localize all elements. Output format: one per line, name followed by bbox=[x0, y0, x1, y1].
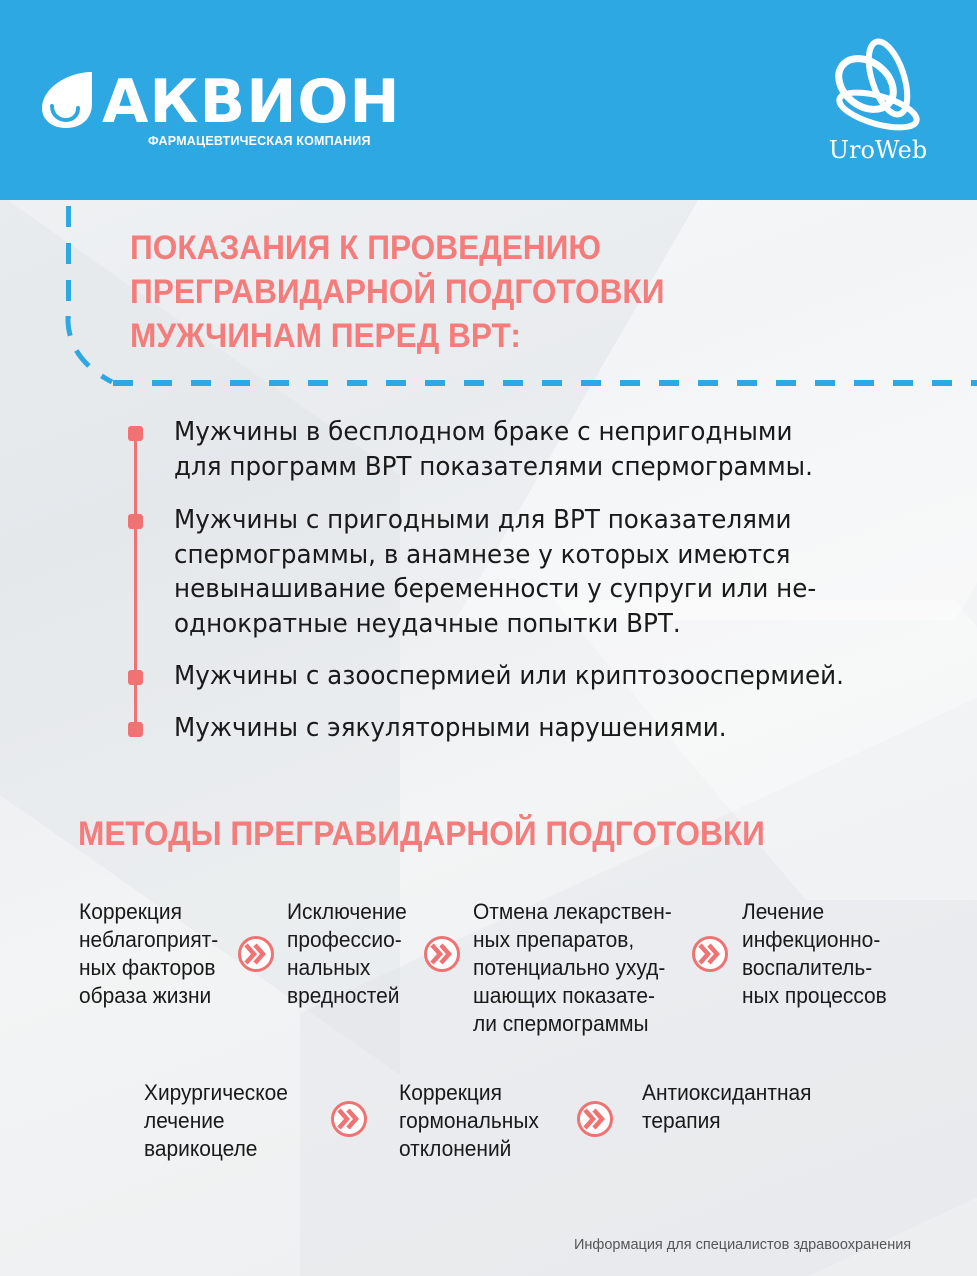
double-chevron-right-icon bbox=[424, 936, 460, 972]
bullet-marker bbox=[128, 426, 143, 441]
brand-name: АКВИОН bbox=[102, 67, 401, 137]
dashed-frame-horizontal bbox=[113, 380, 977, 386]
uroweb-logo-icon bbox=[826, 36, 922, 136]
method-step: Антиоксидантная терапия bbox=[642, 1080, 812, 1133]
double-chevron-right-icon bbox=[577, 1101, 613, 1137]
water-drop-logo-icon bbox=[38, 70, 94, 130]
bullet-marker bbox=[128, 514, 143, 529]
title-line: ПРЕГРАВИДАРНОЙ ПОДГОТОВКИ bbox=[130, 273, 665, 311]
bullet-marker bbox=[128, 722, 143, 737]
double-chevron-right-icon bbox=[238, 936, 274, 972]
method-step: Хирургическое лечение варикоцеле bbox=[144, 1080, 288, 1161]
indication-item: Мужчины с пригодными для ВРТ показателями спермограммы, в анамнезе у которых имеются невынашивание беременности у супруги или не- однократные неудачные попытки ВРТ. bbox=[174, 505, 817, 639]
method-step: Лечение инфекционно- воспалитель- ных процессов bbox=[742, 899, 887, 1008]
title-line: ПОКАЗАНИЯ К ПРОВЕДЕНИЮ bbox=[130, 229, 601, 267]
method-step: Исключение профессио- нальных вредностей bbox=[287, 899, 407, 1008]
method-step: Коррекция неблагоприят- ных факторов образа жизни bbox=[79, 899, 219, 1008]
indication-item: Мужчины с азооспермией или криптозооспермией. bbox=[174, 661, 844, 691]
double-chevron-right-icon bbox=[692, 936, 728, 972]
footer-disclaimer: Информация для специалистов здравоохранения bbox=[574, 1237, 912, 1253]
methods-title: МЕТОДЫ ПРЕГРАВИДАРНОЙ ПОДГОТОВКИ bbox=[78, 815, 765, 853]
header-banner bbox=[0, 0, 977, 200]
title-line: МУЖЧИНАМ ПЕРЕД ВРТ: bbox=[130, 317, 521, 355]
bullet-marker bbox=[128, 670, 143, 685]
partner-name: UroWeb bbox=[828, 136, 928, 164]
bullet-timeline-line bbox=[134, 432, 137, 732]
brand-subtitle: ФАРМАЦЕВТИЧЕСКАЯ КОМПАНИЯ bbox=[148, 134, 371, 148]
indication-item: Мужчины в бесплодном браке с непригодными для программ ВРТ показателями спермограммы. bbox=[174, 417, 813, 482]
method-step: Отмена лекарствен- ных препаратов, потенциально ухуд- шающих показате- ли спермограммы bbox=[473, 899, 672, 1036]
indication-item: Мужчины с эякуляторными нарушениями. bbox=[174, 713, 727, 743]
double-chevron-right-icon bbox=[331, 1101, 367, 1137]
dashed-frame-corner bbox=[64, 300, 134, 390]
method-step: Коррекция гормональных отклонений bbox=[399, 1080, 539, 1161]
indications-title bbox=[130, 226, 781, 358]
